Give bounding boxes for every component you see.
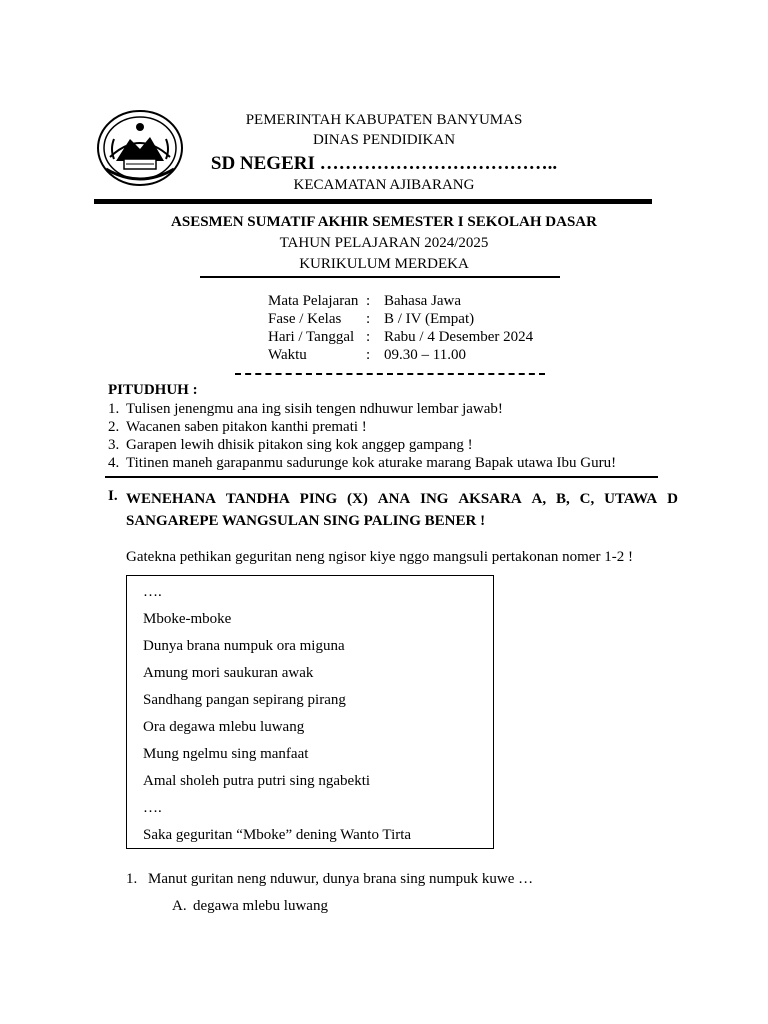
section-heading-word: B,: [556, 491, 570, 507]
info-value: 09.30 – 11.00: [384, 347, 466, 363]
section-heading-word: A,: [531, 491, 547, 507]
section-heading-word: D: [667, 491, 678, 507]
instructions-title: PITUDHUH :: [108, 382, 198, 398]
info-value: Bahasa Jawa: [384, 293, 462, 309]
poem-line: Amung mori saukuran awak: [143, 665, 314, 681]
poem-text: [143, 583, 411, 853]
info-label: Mata Pelajaran: [268, 293, 359, 309]
poem-line: Saka geguritan “Mboke” dening Wanto Tirta: [143, 827, 412, 843]
header-divider: [94, 199, 652, 204]
info-label: Fase / Kelas: [268, 311, 342, 327]
info-colon: :: [366, 311, 371, 327]
poem-line: Amal sholeh putra putri sing ngabekti: [143, 773, 371, 789]
list-item-text: Wacanen saben pitakon kanthi premati !: [126, 419, 367, 435]
section-heading-word: WENEHANA: [126, 491, 217, 507]
header-district: KECAMATAN AJIBARANG: [293, 177, 475, 193]
section-heading-word: ANA: [377, 491, 411, 507]
list-item: [108, 454, 616, 472]
section-number: I.: [108, 488, 118, 504]
info-row-subject: [268, 292, 533, 310]
list-item-text: Tulisen jenengmu ana ing sisih tengen ndhuwur lembar jawab!: [126, 401, 503, 417]
exam-curriculum: KURIKULUM MERDEKA: [299, 256, 469, 272]
section-heading-word: TANDHA: [225, 491, 290, 507]
info-value: Rabu / 4 Desember 2024: [384, 329, 534, 345]
section-heading-word: (X): [347, 491, 368, 507]
header-department: DINAS PENDIDIKAN: [312, 132, 456, 148]
info-row-class: [268, 310, 533, 328]
poem-line: ….: [143, 800, 162, 816]
header-school: SD NEGERI ………………………………..: [210, 153, 558, 174]
info-divider: [235, 373, 545, 375]
title-divider: [200, 276, 560, 278]
poem-line: Mung ngelmu sing manfaat: [143, 746, 309, 762]
info-label: Waktu: [268, 347, 307, 363]
list-item-number: 3.: [108, 437, 120, 453]
option-a-text[interactable]: degawa mlebu luwang: [193, 898, 328, 914]
section-heading-line2: SANGAREPE WANGSULAN SING PALING BENER !: [126, 513, 486, 529]
instructions-list: [108, 400, 616, 472]
section-heading-word: C,: [579, 491, 595, 507]
section-heading-word: AKSARA: [458, 491, 522, 507]
list-item: [108, 400, 616, 418]
info-label: Hari / Tanggal: [268, 329, 355, 345]
section-heading-line1: [126, 488, 678, 510]
poem-line: Dunya brana numpuk ora miguna: [143, 638, 345, 654]
info-row-date: [268, 328, 533, 346]
poem-line: Ora degawa mlebu luwang: [143, 719, 305, 735]
section-heading: [126, 488, 678, 532]
list-item-number: 2.: [108, 419, 120, 435]
question-text: Manut guritan neng nduwur, dunya brana sing numpuk kuwe …: [148, 871, 534, 887]
list-item-text: Titinen maneh garapanmu sadurunge kok aturake marang Bapak utawa Ibu Guru!: [126, 455, 617, 471]
header-government: PEMERINTAH KABUPATEN BANYUMAS: [245, 112, 523, 128]
poem-line: Mboke-mboke: [143, 611, 232, 627]
section-intro: Gatekna pethikan geguritan neng ngisor kiye nggo mangsuli pertakonan nomer 1-2 !: [126, 549, 633, 565]
info-row-time: [268, 346, 533, 364]
section-heading-word: UTAWA: [604, 491, 658, 507]
list-item-text: Garapen lewih dhisik pitakon sing kok anggep gampang !: [126, 437, 473, 453]
poem-line: ….: [143, 584, 162, 600]
poem-line: Sandhang pangan sepirang pirang: [143, 692, 346, 708]
info-colon: :: [366, 329, 371, 345]
info-colon: :: [366, 293, 371, 309]
exam-year: TAHUN PELAJARAN 2024/2025: [279, 235, 489, 251]
option-a-letter[interactable]: A.: [172, 898, 187, 914]
question-number: 1.: [126, 871, 138, 887]
info-colon: :: [366, 347, 371, 363]
regency-emblem-icon: [96, 109, 184, 187]
exam-info: [268, 292, 533, 364]
section-heading-word: ING: [420, 491, 449, 507]
list-item: [108, 418, 616, 436]
exam-title: ASESMEN SUMATIF AKHIR SEMESTER I SEKOLAH DASAR: [171, 214, 597, 230]
list-item-number: 4.: [108, 455, 120, 471]
list-item-number: 1.: [108, 401, 120, 417]
section-heading-word: PING: [299, 491, 338, 507]
instructions-divider: [105, 476, 658, 478]
info-value: B / IV (Empat): [384, 311, 475, 327]
list-item: [108, 436, 616, 454]
